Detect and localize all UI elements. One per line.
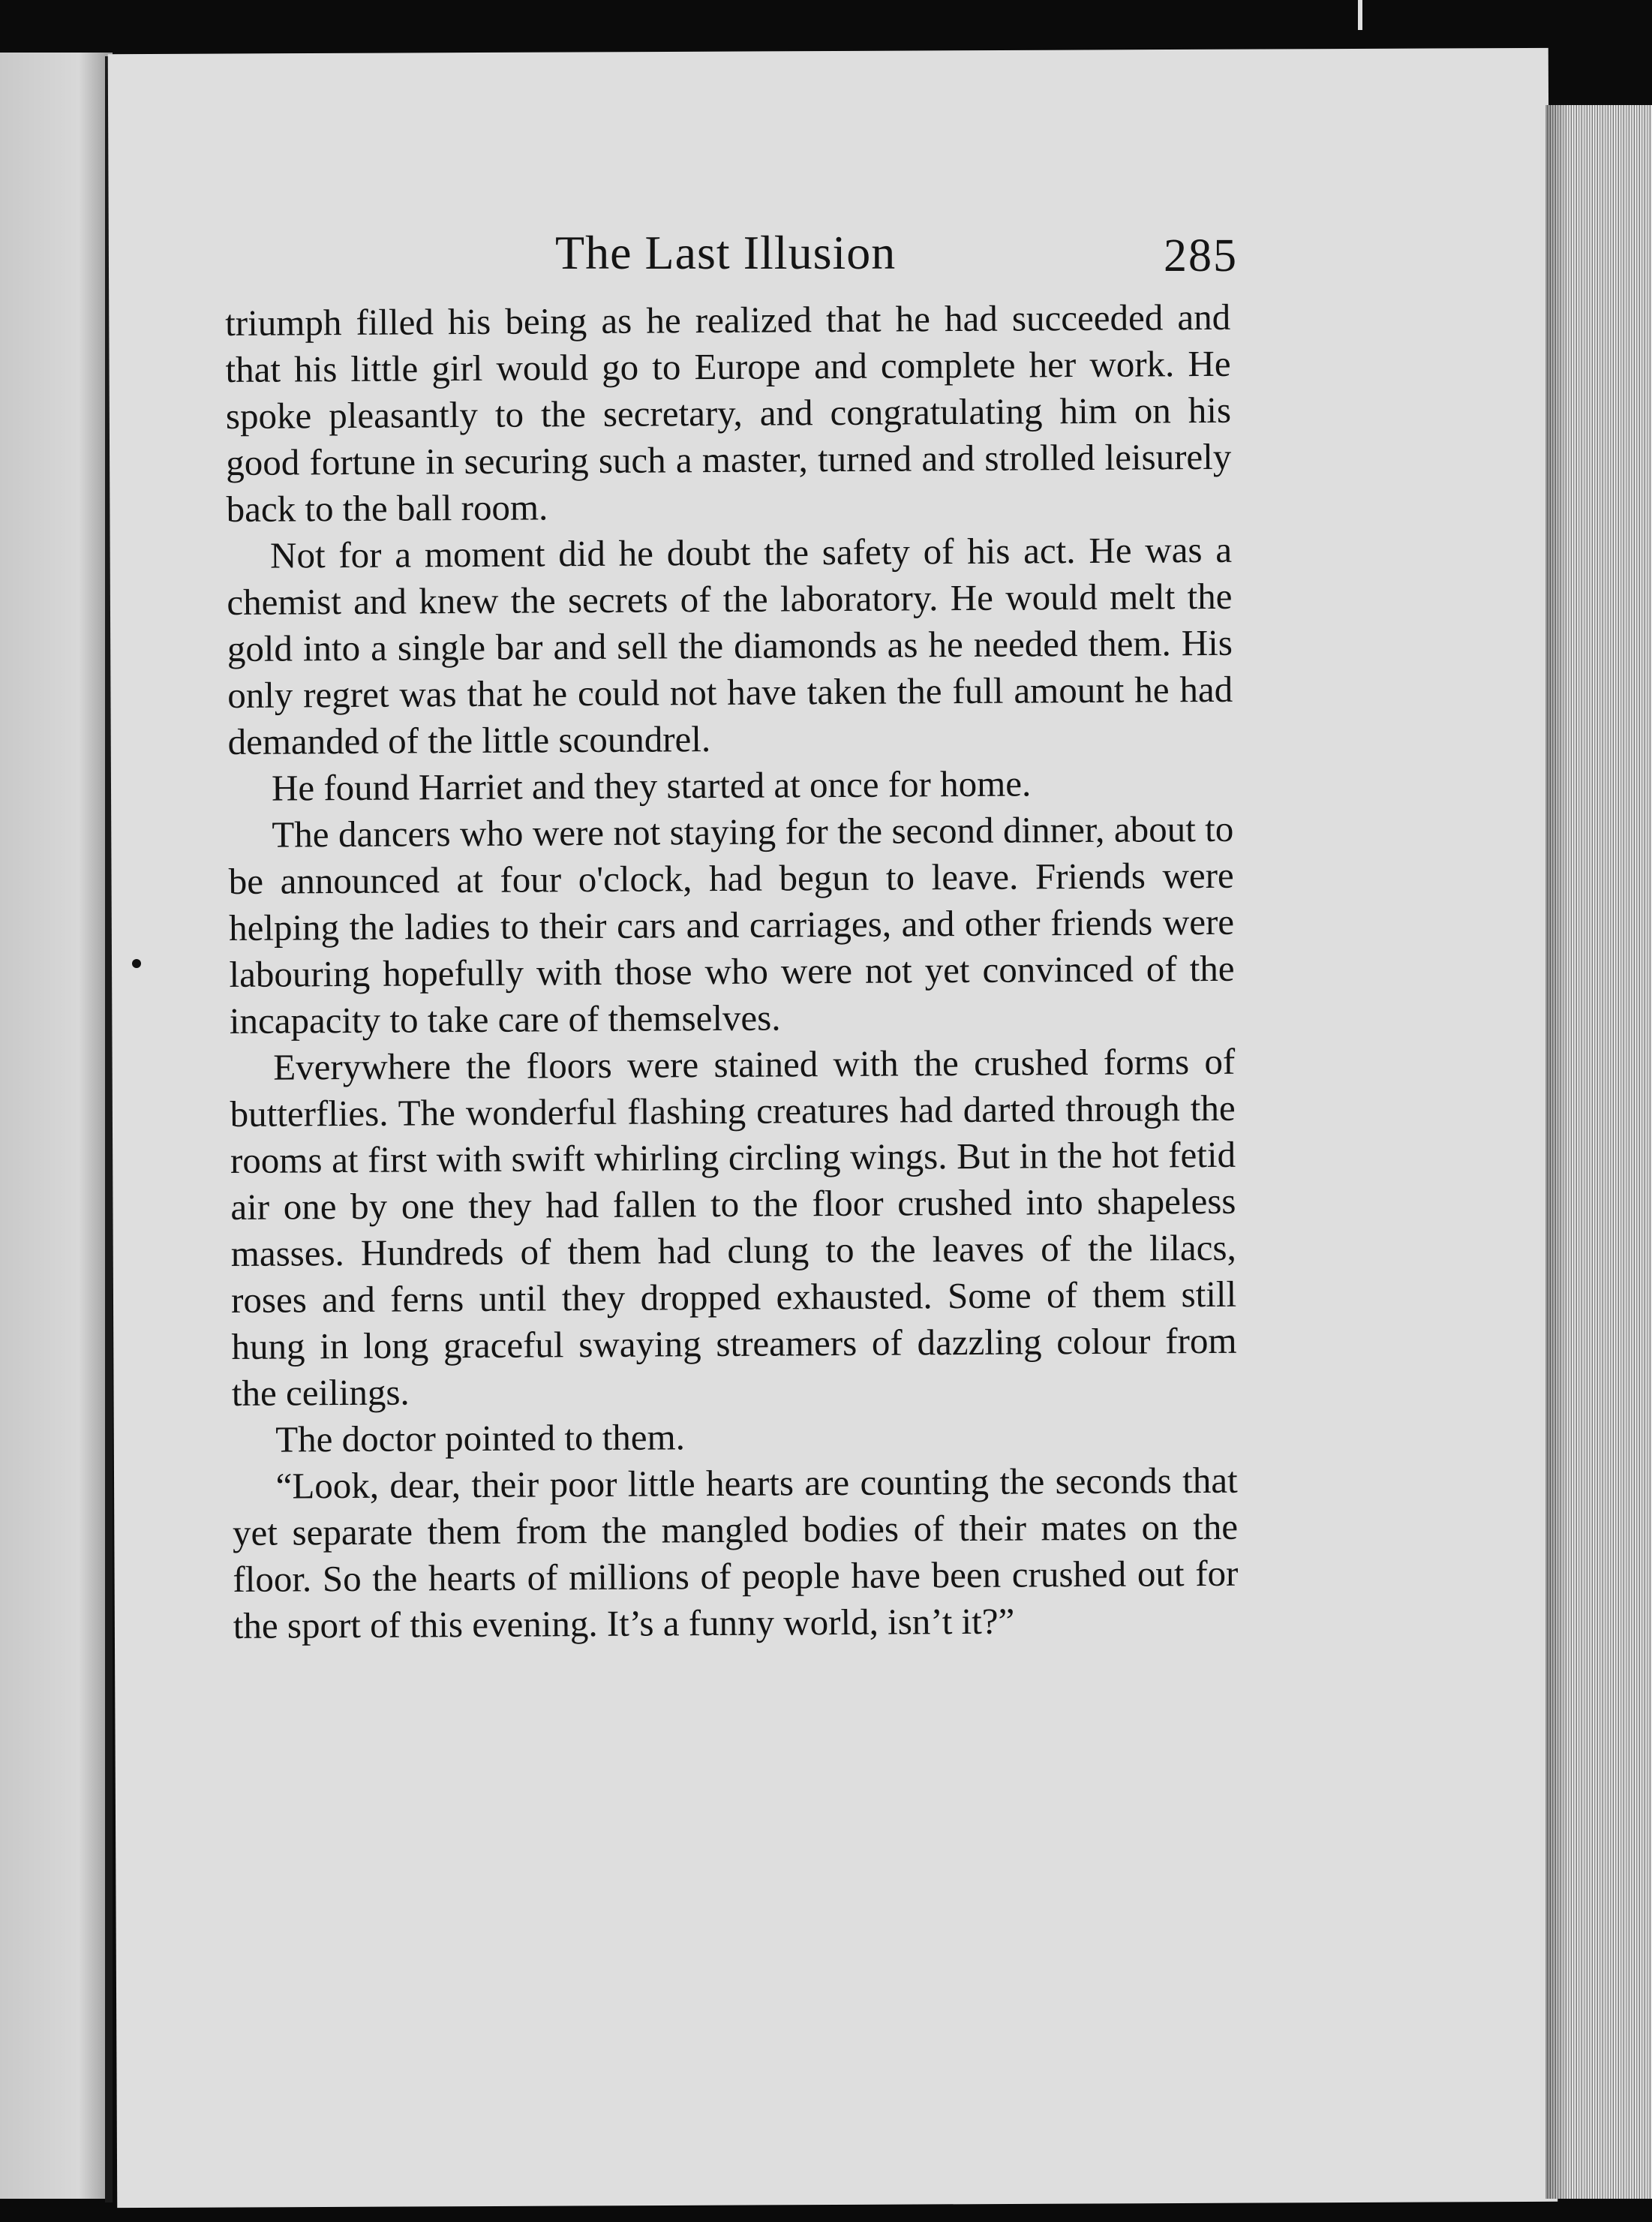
paragraph: The dancers who were not staying for the second dinner, about to be announced at four o'clock, had begun to leave. Friends were helping the ladies to their cars and carriages, and other friends were labouring hopefully with those who were not yet convinced of the incapacity to take care of themselves.: [228, 807, 1235, 1042]
fore-edge-shadow: [1545, 105, 1568, 2199]
scan-artifact: [1358, 0, 1362, 30]
paragraph: The doctor pointed to them.: [275, 1416, 686, 1460]
paragraph: He found Harriet and they started at once for home.: [271, 762, 1032, 809]
running-head: [248, 225, 1238, 293]
body-text: [225, 294, 1239, 1649]
paragraph: “Look, dear, their poor little hearts are counting the seconds that yet separate them from the mangled bodies of their mates on the floor. So the hearts of millions of people have been crushed out for the sport of this evening. It’s a funny world, isn’t it?”: [232, 1459, 1239, 1646]
page-number: 285: [1164, 230, 1238, 281]
running-title: The Last Illusion: [555, 226, 897, 279]
margin-dot: [132, 959, 141, 968]
previous-page-edge: [0, 53, 113, 2199]
paragraph: triumph filled his being as he realized that he had succeeded and that his little girl would go to Europe and complete her work. He spoke pleasantly to the secretary, and congratulating him on his good fortune in securing such a master, turned and strolled leisurely back to the ball room.: [225, 296, 1232, 530]
paragraph: Not for a moment did he doubt the safety of his act. He was a chemist and knew the secrets of the laboratory. He would melt the gold into a single bar and sell the diamonds as he needed them. His only regret was that he could not have taken the full amount he had demanded of the little scoundrel.: [227, 528, 1233, 762]
paragraph: Everywhere the floors were stained with the crushed forms of butterflies. The wonderful flashing creatures had darted through the rooms at first with swift whirling circling wings. But in the hot fetid air one by one they had fallen to the floor crushed into shapeless masses. Hundreds of them had clung to the leaves of the lilacs, roses and ferns until they dropped exhausted. Some of them still hung in long graceful swaying streamers of dazzling colour from the ceilings.: [230, 1040, 1237, 1414]
